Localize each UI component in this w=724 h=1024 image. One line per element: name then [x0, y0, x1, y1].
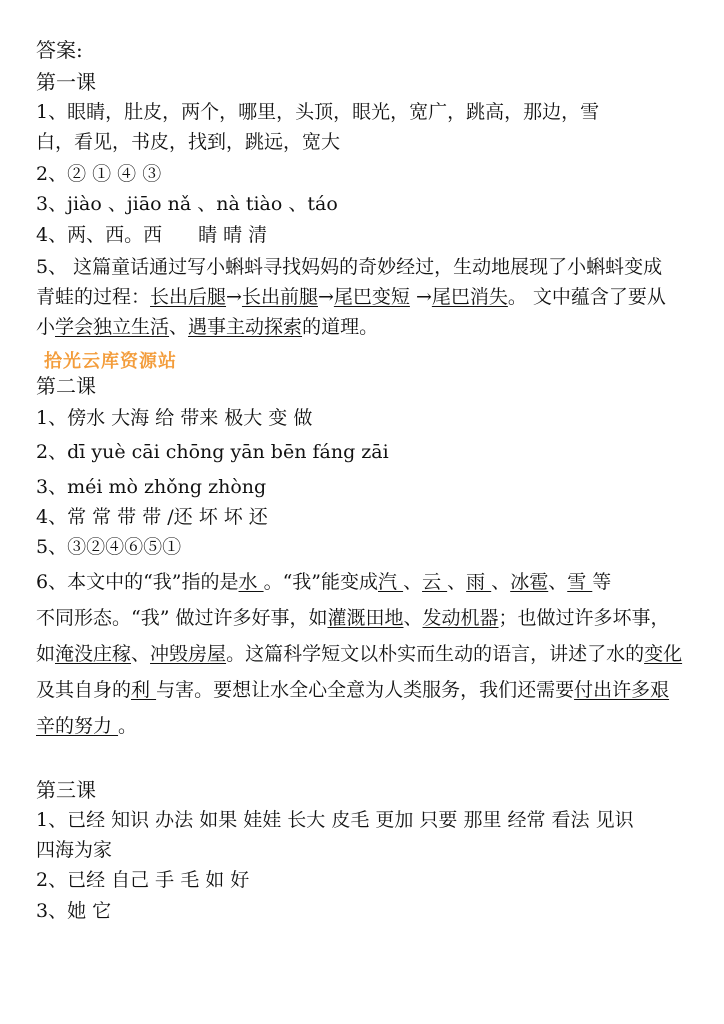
lesson2-title: 第二课 [36, 374, 96, 398]
lesson1-q1-line2: 白，看见，书皮，找到，跳远，宽大 [36, 131, 341, 153]
lesson2-q6-line3 [36, 640, 682, 668]
text-segment: 如 [36, 643, 56, 665]
lesson3-q2: 2、已经 自己 手 毛 如 好 [36, 869, 250, 891]
lesson1-q2: 2、② ① ④ ③ [36, 163, 162, 185]
underlined-answer: 辛的努力 [36, 715, 119, 737]
lesson1-q4-rest: 睛 晴 清 [198, 224, 268, 246]
watermark-logo-text: 拾光云库资源站 [44, 351, 177, 372]
underlined-answer: 汽 [378, 571, 404, 593]
underlined-answer: 变化 [644, 643, 683, 665]
lesson1-q5-line1: 5、 这篇童话通过写小蝌蚪寻找妈妈的奇妙经过，生动地展现了小蝌蚪变成 [36, 256, 663, 278]
underlined-answer: 发动机器 [422, 607, 499, 629]
arrow: → [317, 286, 334, 308]
lesson1-q5-line2 [36, 283, 666, 311]
lesson3-q1-line1: 1、已经 知识 办法 如果 娃娃 长大 皮毛 更加 只要 那里 经常 看法 见识 [36, 809, 634, 831]
underlined-answer: 付出许多艰 [574, 679, 670, 701]
underlined-answer: 利 [131, 679, 157, 701]
underlined-answer: 尾巴消失 [431, 286, 508, 308]
lesson1-q5-line3 [36, 313, 378, 341]
text-segment: 、 [548, 571, 568, 593]
text-segment: 、 [447, 571, 467, 593]
underlined-answer: 学会独立生活 [55, 316, 170, 338]
text-segment: 等 [592, 571, 612, 593]
lesson2-q6-line1 [36, 568, 611, 596]
text-segment: 、 [131, 643, 151, 665]
underlined-answer: 雨 [466, 571, 492, 593]
underlined-answer: 长出前腿 [241, 286, 318, 308]
text-segment: 、 [403, 607, 423, 629]
text-segment: 与害。要想让水全心全意为人类服务，我们还需要 [156, 679, 575, 701]
text-segment: 6、本文中的“我”指的是 [36, 571, 239, 593]
lesson3-q1-line2: 四海为家 [36, 839, 113, 861]
underlined-answer: 淹没庄稼 [55, 643, 132, 665]
underlined-answer: 水 [238, 571, 264, 593]
lesson1-q4-prefix: 4、两、西。西 [36, 224, 163, 246]
text-segment: 、 [403, 571, 423, 593]
lesson2-q1: 1、傍水 大海 给 带来 极大 变 做 [36, 407, 313, 429]
lesson1-q1-line1: 1、眼睛，肚皮，两个，哪里，头顶，眼光，宽广，跳高，那边，雪 [36, 101, 600, 123]
underlined-answer: 灌溉田地 [327, 607, 404, 629]
text-segment: 青蛙的过程： [36, 286, 151, 308]
text-segment: 。 文中蕴含了要从 [507, 286, 666, 308]
arrow: → [226, 286, 242, 308]
lesson3-title: 第三课 [36, 778, 96, 802]
underlined-answer: 冲毁房屋 [150, 643, 227, 665]
text-segment: 、 [491, 571, 511, 593]
lesson2-q3: 3、méi mò zhǒng zhòng [36, 476, 267, 498]
underlined-answer: 冰雹 [510, 571, 549, 593]
lesson2-q6-line4 [36, 676, 669, 704]
arrow: → [409, 286, 432, 308]
underlined-answer: 云 [422, 571, 448, 593]
lesson2-q5: 5、③②④⑥⑤① [36, 536, 182, 558]
text-segment: 。“我”能变成 [263, 571, 379, 593]
lesson2-q2: 2、dī yuè cāi chōng yān bēn fáng zāi [36, 441, 389, 463]
lesson1-q3: 3、jiào 、jiāo nǎ 、nà tiào 、táo [36, 193, 338, 215]
lesson1-title: 第一课 [36, 70, 96, 94]
underlined-answer: 遇事主动探索 [188, 316, 303, 338]
text-segment: 。 [118, 715, 138, 737]
text-segment: 小 [36, 316, 56, 338]
text-segment: 、 [169, 316, 189, 338]
text-segment: ；也做过许多坏事， [498, 607, 670, 629]
lesson2-q6-line2 [36, 604, 670, 632]
text-segment: 不同形态。“我” 做过许多好事，如 [36, 607, 328, 629]
underlined-answer: 尾巴变短 [333, 286, 410, 308]
lesson2-q4: 4、常 常 带 带 /还 坏 坏 还 [36, 506, 268, 528]
lesson2-q6-line5 [36, 712, 137, 740]
underlined-answer: 长出后腿 [150, 286, 227, 308]
lesson1-q4 [36, 221, 267, 249]
answer-header: 答案: [36, 38, 83, 62]
underlined-answer: 雪 [567, 571, 593, 593]
text-segment: 。这篇科学短文以朴实而生动的语言，讲述了水的 [226, 643, 645, 665]
text-segment: 的道理。 [302, 316, 379, 338]
text-segment: 及其自身的 [36, 679, 132, 701]
lesson3-q3: 3、她 它 [36, 900, 112, 922]
